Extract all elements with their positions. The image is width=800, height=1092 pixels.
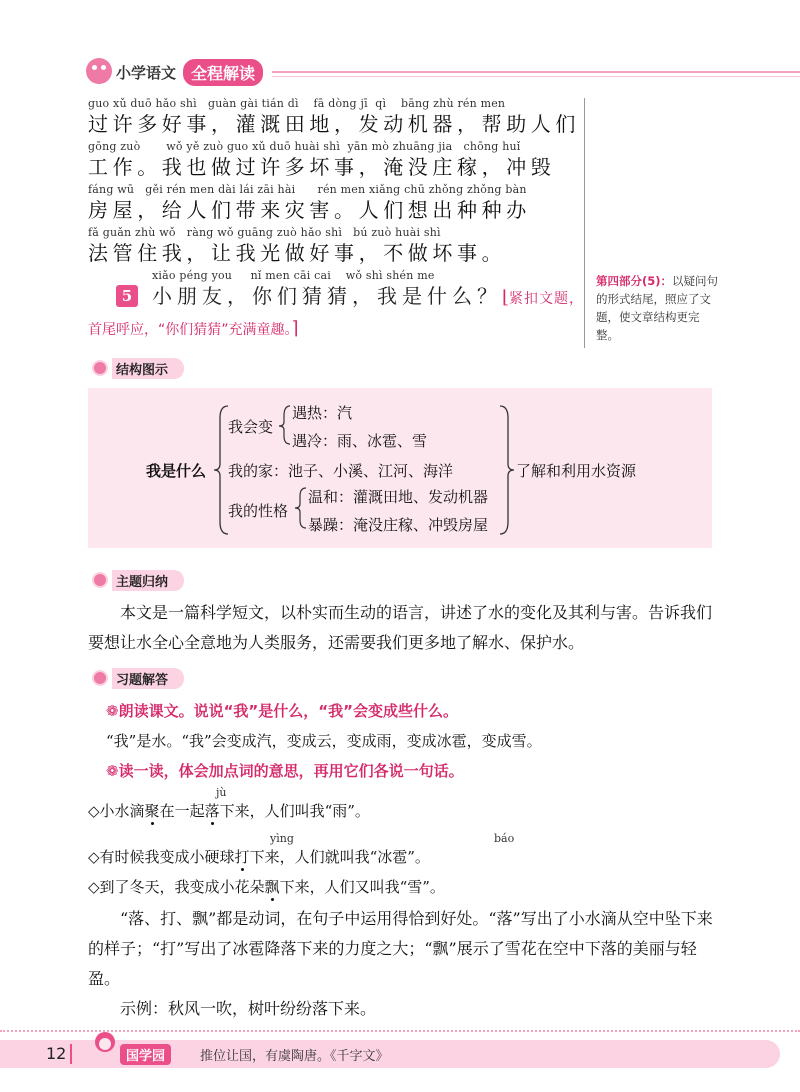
header-title: 小学语文 [116, 64, 177, 82]
pinyin-line: fǎ guǎn zhù wǒ ràng wǒ guāng zuò hǎo shì bú zuò huài shì [88, 226, 441, 239]
annotation-text: 紧扣文题， [509, 291, 585, 307]
brace-small-icon [295, 488, 306, 528]
dotted-word: 落 [204, 802, 220, 820]
paragraph-number: 5 [116, 285, 138, 307]
page-header [86, 58, 800, 90]
example-sentence-2: ◇有时候我变成小硬球打下来，人们就叫我“冰雹”。 [88, 848, 430, 866]
diagram-root: 我是什么 [146, 462, 207, 480]
exercise-explanation: “落、打、飘”都是动词，在句子中运用得恰到好处。“落”写出了小水滴从空中坠下来的样子；“打”写出了冰雹降落下来的力度之大；“飘”展示了雪花在空中下落的美丽与轻盈。 示例：秋风一吹，树叶纷纷落下来。 [88, 904, 714, 1024]
cartoon-girl-icon [92, 1032, 118, 1066]
footer-badge: 国学园 [120, 1044, 171, 1065]
diagram-node: 我的家：池子、小溪、江河、海洋 [228, 462, 454, 480]
brace-left-icon [214, 406, 228, 534]
flower-icon [92, 670, 108, 686]
text-line: 法管住我，让我光做好事，不做坏事。 [88, 241, 507, 265]
paragraph-5 [88, 268, 585, 309]
section-title-exercise: 习题解答 [92, 668, 184, 688]
header-rule [272, 71, 800, 73]
diagram-leaf: 遇热：汽 [292, 404, 353, 422]
section-title-structure: 结构图示 [92, 358, 184, 378]
question-2: ❁读一读，体会加点词的意思，再用它们各说一句话。 [106, 762, 464, 780]
brace-right-icon [500, 406, 514, 534]
header-title-badge: 全程解读 [183, 59, 263, 86]
pinyin-annotation: báo [494, 832, 515, 845]
flower-icon [92, 360, 108, 376]
pinyin-line: xiǎo péng you nǐ men cāi cai wǒ shì shén me [152, 269, 435, 282]
annotation-bracket-open-icon: ⌊ [502, 287, 510, 308]
flower-icon [92, 572, 108, 588]
diagram-node: 我会变 [228, 418, 274, 436]
page-number: 12 [46, 1044, 67, 1063]
pinyin-annotation: yìng [270, 832, 294, 845]
text-line [88, 283, 585, 309]
annotation-bracket-close-icon: ⌉ [291, 318, 299, 339]
structure-diagram [88, 388, 712, 548]
brace-small-icon [279, 406, 290, 444]
dotted-word: 飘 [264, 878, 280, 896]
cartoon-face-icon [86, 58, 112, 84]
header-rule-thin [272, 76, 800, 77]
diagram-leaf: 暴躁：淹没庄稼、冲毁房屋 [308, 516, 489, 534]
example-sentence-1: ◇小水滴聚在一起落下来，人们叫我“雨”。 [88, 802, 370, 820]
pinyin-line: gōng zuò wǒ yě zuò guo xǔ duō huài shì yān mò zhuāng jia chōng huǐ [88, 140, 521, 153]
side-note-text: 以疑问句的形式结尾，照应了文题，使文章结构更完整。 [596, 274, 719, 342]
footer-quote: 推位让国，有虞陶唐。《千字文》 [200, 1049, 389, 1064]
diagram-leaf: 温和：灌溉田地、发动机器 [308, 488, 489, 506]
dotted-word: 聚 [144, 802, 160, 820]
answer-1: “我”是水。“我”会变成汽，变成云，变成雨，变成冰雹，变成雪。 [106, 732, 542, 750]
dotted-word: 打 [234, 848, 250, 866]
text-body [88, 96, 578, 268]
theme-summary: 本文是一篇科学短文，以朴实而生动的语言，讲述了水的变化及其利与害。告诉我们要想让水全心全意地为人类服务，还需要我们更多地了解水、保护水。 [88, 603, 713, 652]
diagram-result: 了解和利用水资源 [516, 462, 637, 480]
text-line: 过许多好事，灌溉田地，发动机器，帮助人们 [88, 112, 580, 136]
pinyin-annotation: jù [216, 786, 227, 799]
diagram-leaf: 遇冷：雨、冰雹、雪 [292, 432, 428, 450]
text-line: 房屋，给人们带来灾害。人们想出种种办 [88, 198, 531, 222]
pinyin-line: guo xǔ duō hǎo shì guàn gài tián dì fā dòng jī qì bāng zhù rén men [88, 97, 506, 110]
margin-divider [584, 98, 585, 348]
example-answer: 示例：秋风一吹，树叶纷纷落下来。 [120, 999, 377, 1018]
text-line: 工作。我也做过许多坏事，淹没庄稼，冲毁 [88, 155, 556, 179]
diagram-node: 我的性格 [228, 502, 289, 520]
paragraph-text: 小朋友，你们猜猜，我是什么？ [152, 284, 502, 308]
page-footer [0, 1040, 780, 1068]
example-sentence-3: ◇到了冬天，我变成小花朵飘下来，人们又叫我“雪”。 [88, 878, 445, 896]
footer-divider [0, 1030, 800, 1032]
footer-separator [70, 1044, 72, 1064]
annotation-text-continued: 首尾呼应，“你们猜猜”充满童趣。⌉ [88, 318, 299, 339]
pinyin-line: fáng wū gěi rén men dài lái zāi hài rén men xiǎng chū zhǒng zhǒng bàn [88, 183, 527, 196]
side-note-heading: 第四部分(5)： [596, 274, 673, 288]
side-note [596, 272, 722, 344]
section-title-theme: 主题归纳 [92, 570, 184, 590]
question-1: ❁朗读课文。说说“我”是什么，“我”会变成些什么。 [106, 702, 459, 720]
